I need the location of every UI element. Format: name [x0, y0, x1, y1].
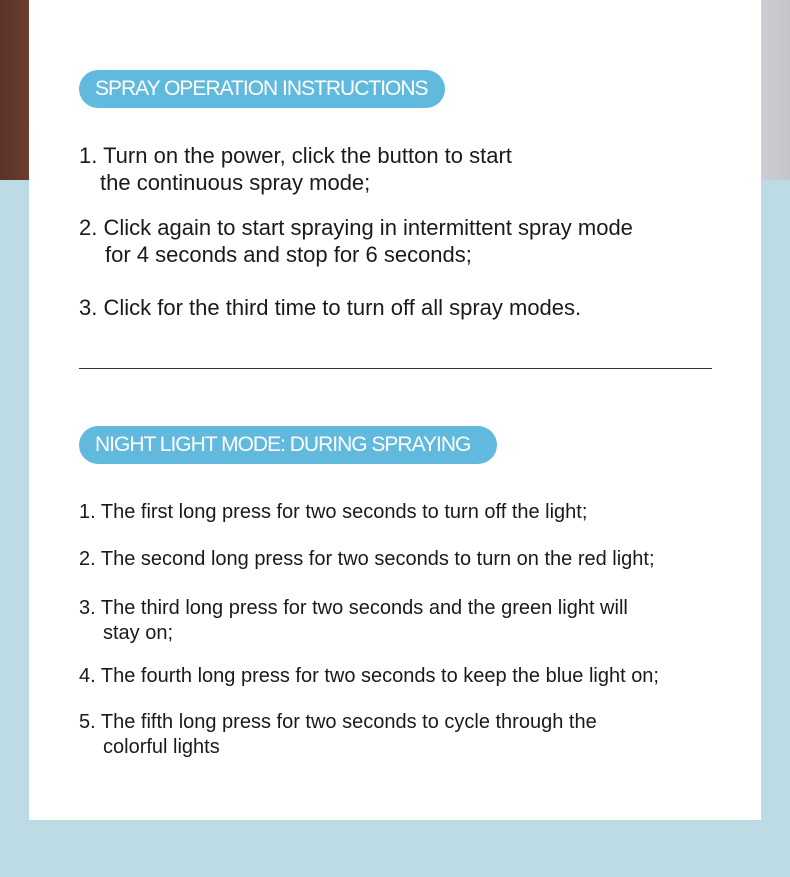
spray-step-1-line-2: the continuous spray mode; — [100, 170, 371, 195]
section-divider — [79, 368, 712, 369]
night-step-5-line-1: 5. The fifth long press for two seconds to cycle through the — [79, 711, 597, 733]
night-step-2 — [79, 547, 655, 572]
night-light-section-heading: NIGHT LIGHT MODE: DURING SPRAYING — [79, 426, 497, 464]
spray-step-2 — [79, 214, 633, 268]
spray-step-3-line-1: 3. Click for the third time to turn off all spray modes. — [79, 295, 582, 320]
night-step-5-line-2: colorful lights — [103, 736, 220, 758]
night-step-3-line-1: 3. The third long press for two seconds and the green light will — [79, 597, 628, 619]
spray-step-2-line-2: for 4 seconds and stop for 6 seconds; — [105, 242, 472, 267]
night-step-2-line-1: 2. The second long press for two seconds to turn on the red light; — [79, 548, 655, 570]
spray-section-heading: SPRAY OPERATION INSTRUCTIONS — [79, 70, 445, 108]
night-step-4-line-1: 4. The fourth long press for two seconds to keep the blue light on; — [79, 665, 659, 687]
night-step-1 — [79, 500, 587, 525]
night-step-5 — [79, 710, 597, 760]
instruction-card — [29, 0, 761, 820]
spray-step-3 — [79, 294, 581, 321]
night-step-3 — [79, 596, 628, 646]
spray-step-1-line-1: 1. Turn on the power, click the button to start — [79, 143, 512, 168]
night-step-4 — [79, 664, 659, 689]
spray-step-1 — [79, 142, 512, 196]
night-step-3-line-2: stay on; — [103, 622, 174, 644]
spray-step-2-line-1: 2. Click again to start spraying in intermittent spray mode — [79, 215, 633, 240]
night-step-1-line-1: 1. The first long press for two seconds to turn off the light; — [79, 501, 588, 523]
